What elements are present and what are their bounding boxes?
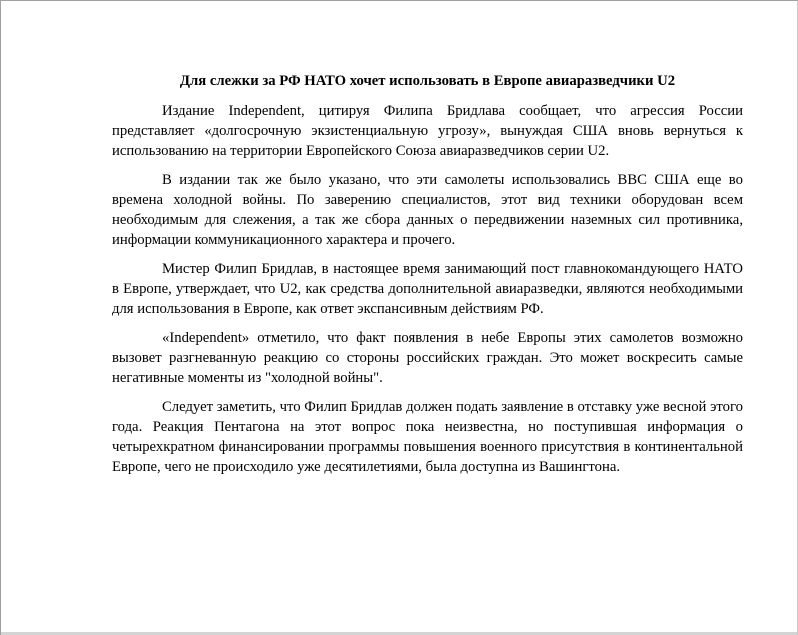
document-title: Для слежки за РФ НАТО хочет использовать в Европе авиаразведчики U2 [179,73,676,89]
paragraph-5: Следует заметить, что Филип Бридлав должен подать заявление в отставку уже весной этого года. Реакция Пентагона на этот вопрос пока неизвестна, но поступившая информация о четырехкратном финансировании программы повышения военного присутствия в континентальной Европе, чего не происходило уже десятилетиями, была доступна из Вашингтона. [112,399,743,475]
document-body [112,71,743,486]
paragraph-1: Издание Independent, цитируя Филипа Бридлава сообщает, что агрессия России представляет «долгосрочную экзистенциальную угрозу», вынуждая США вновь вернуться к использованию на территории Европейского Союза авиаразведчиков серии U2. [112,103,743,159]
paragraph-4: «Independent» отметило, что факт появления в небе Европы этих самолетов возможно вызовет разгневанную реакцию со стороны российских граждан. Это может воскресить самые негативные моменты из "холодной войны". [112,330,743,386]
paragraph-3: Мистер Филип Бридлав, в настоящее время занимающий пост главнокомандующего НАТО в Европе, утверждает, что U2, как средства дополнительной авиаразведки, являются необходимыми для использования в Европе, как ответ экспансивным действиям РФ. [112,261,743,317]
paragraph-2: В издании так же было указано, что эти самолеты использовались ВВС США еще во времена холодной войны. По заверению специалистов, этот вид техники оборудован всем необходимым для слежения, а так же сбора данных о передвижении наземных сил противника, информации коммуникационного характера и прочего. [112,172,743,248]
